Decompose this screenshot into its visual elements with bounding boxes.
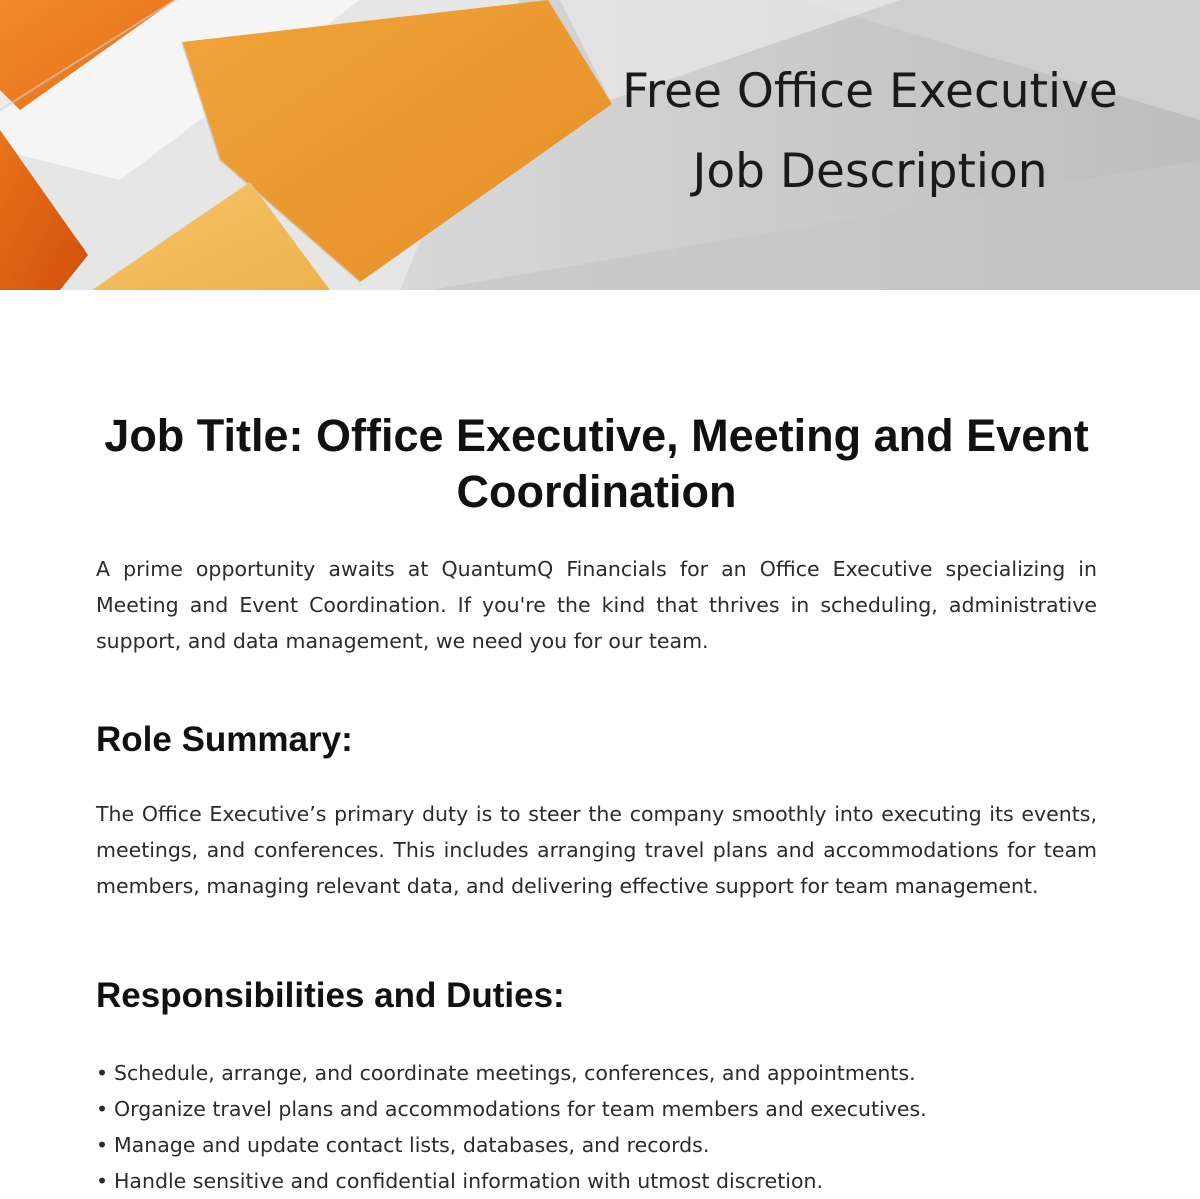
job-title: Job Title: Office Executive, Meeting and Event Coordination [104, 410, 1089, 517]
bullet: • [96, 1133, 109, 1157]
banner-title-line-2: Job Description [692, 144, 1048, 199]
responsibilities-heading: Responsibilities and Duties: [96, 976, 565, 1015]
list-item-text: Schedule, arrange, and coordinate meetings, conferences, and appointments. [114, 1061, 916, 1085]
banner-title [580, 52, 1160, 212]
responsibilities-list [96, 1055, 1097, 1199]
list-item [96, 1091, 1097, 1127]
role-summary-heading: Role Summary: [96, 720, 353, 759]
intro-paragraph: A prime opportunity awaits at QuantumQ Financials for an Office Executive specializing in Meeting and Event Coordination. If you're the kind that thrives in scheduling, administrative support, and data management, we need you for our team. [96, 557, 1097, 653]
banner-title-line-1: Free Office Executive [622, 64, 1118, 119]
role-summary-paragraph: The Office Executive’s primary duty is to steer the company smoothly into executing its events, meetings, and conferences. This includes arranging travel plans and accommodations for team members, managing relevant data, and delivering effective support for team management. [96, 802, 1097, 898]
list-item-text: Manage and update contact lists, databases, and records. [114, 1133, 710, 1157]
list-item-text: Handle sensitive and confidential information with utmost discretion. [114, 1169, 824, 1193]
list-item [96, 1127, 1097, 1163]
header-banner [0, 0, 1200, 290]
bullet: • [96, 1097, 109, 1121]
list-item [96, 1055, 1097, 1091]
bullet: • [96, 1169, 109, 1193]
list-item [96, 1163, 1097, 1199]
document-body [96, 408, 1097, 1199]
bullet: • [96, 1061, 109, 1085]
list-item-text: Organize travel plans and accommodations for team members and executives. [114, 1097, 927, 1121]
